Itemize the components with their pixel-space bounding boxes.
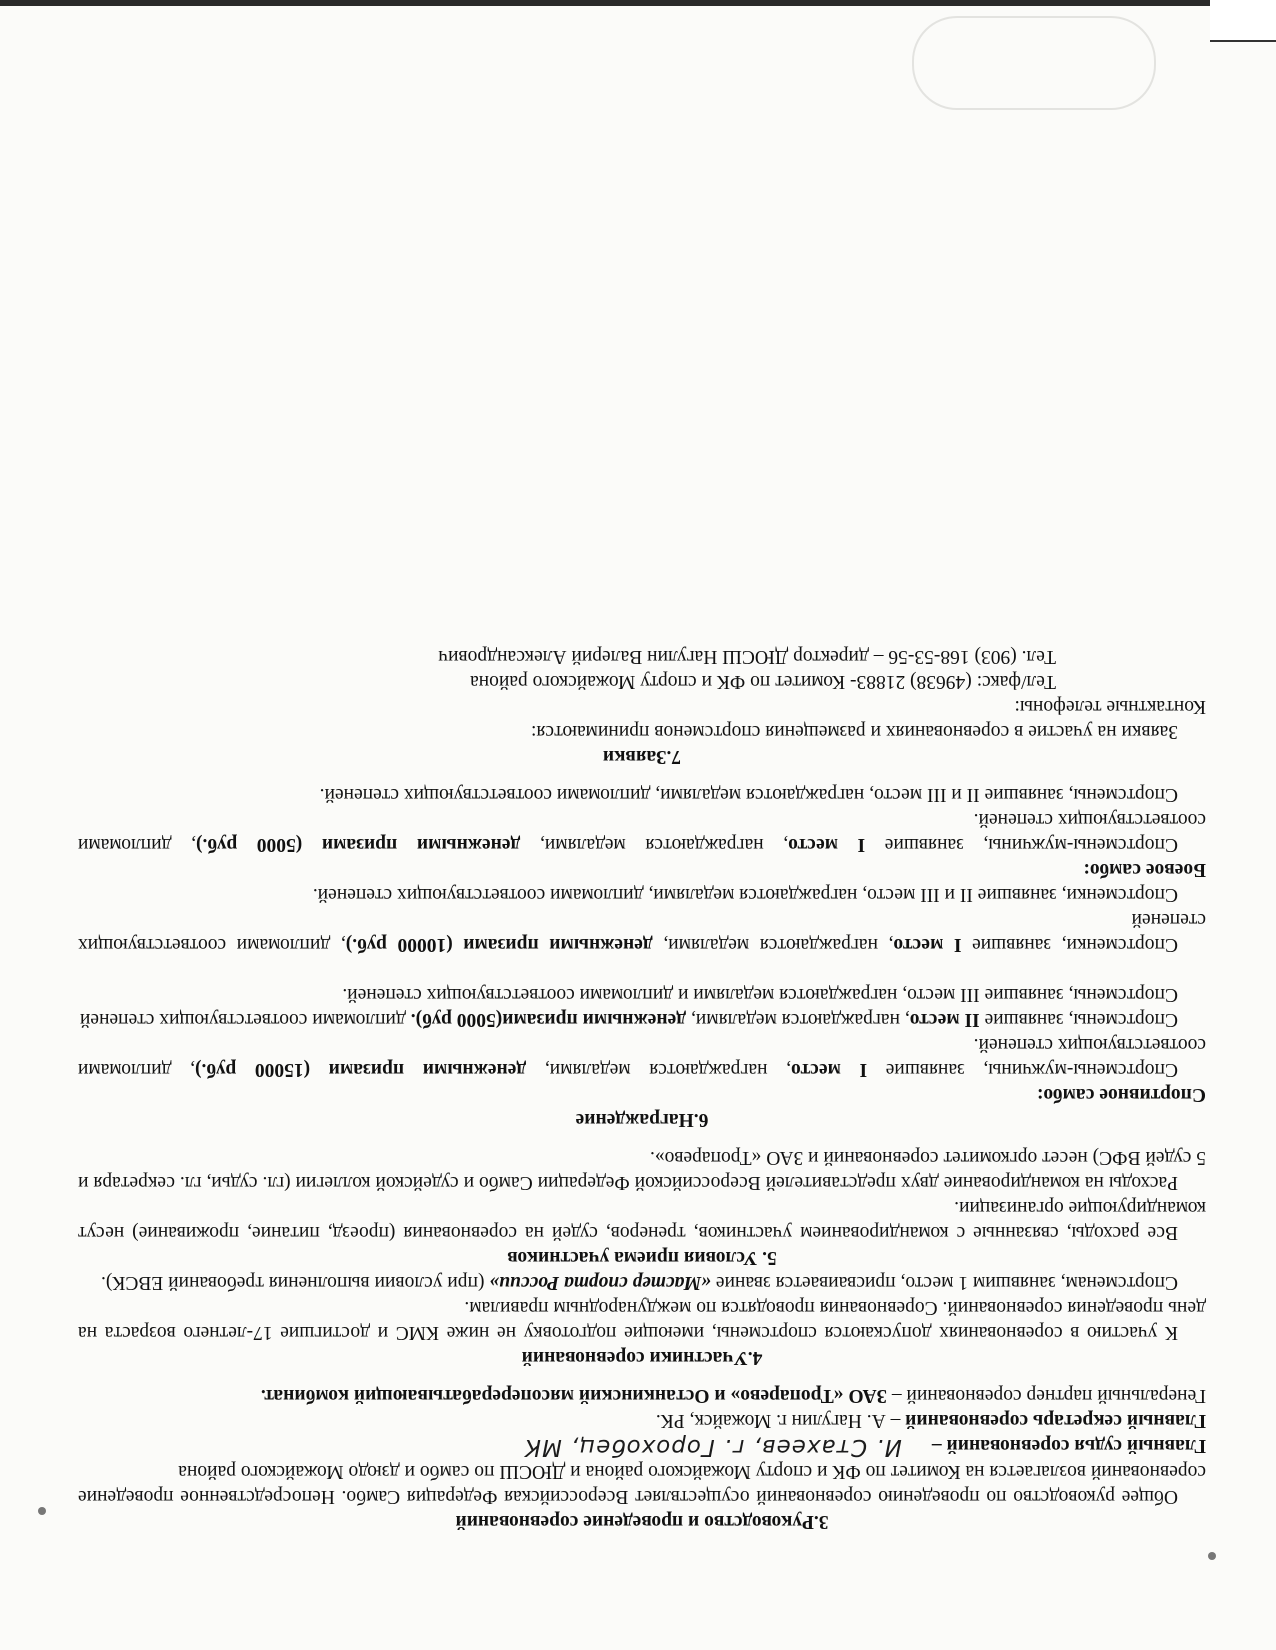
chief-secretary-label: Главный секретарь соревнований bbox=[905, 1410, 1206, 1431]
text: Спортсмены-мужчины, занявшие bbox=[867, 1059, 1178, 1080]
phone-committee: Тел/факс: (49638) 21883- Комитет по ФК и спорту Можайского района bbox=[470, 671, 1056, 692]
prize: денежными призами (15000 руб.) bbox=[195, 1059, 527, 1080]
text: Спортсмены, занявшие bbox=[979, 1009, 1178, 1030]
place: I место bbox=[788, 834, 866, 855]
men-third-place: Спортсмены, занявшие III место, награждаются медалями и дипломами соответствующих степеней. bbox=[342, 984, 1178, 1005]
place: I место bbox=[791, 1059, 868, 1080]
chief-judge-line bbox=[78, 1433, 1206, 1459]
speck bbox=[38, 1507, 46, 1515]
section-4-title: 4.Участники соревнований bbox=[521, 1347, 763, 1368]
section-4-paragraph-2 bbox=[78, 1270, 1206, 1295]
section-5-paragraph-2: Расходы на командирование двух представителей Всероссийской Федерации Самбо и судейской коллегии (гл. судьи, гл. секретаря и 5 судей ВФС) несет оргкомитет соревнований и ЗАО «Тропарево». bbox=[78, 1147, 1206, 1193]
combat-other-places: Спортсмены, занявшие II и III место, награждаются медалями, дипломами соответствующих степеней. bbox=[319, 784, 1178, 805]
partner-names: ЗАО «Тропарево» и Останкинский мясоперерабатывающий комбинат. bbox=[260, 1385, 887, 1406]
text: дипломами соответствующих степеней bbox=[79, 1009, 411, 1030]
chief-judge-label: Главный судья соревнований – bbox=[931, 1435, 1206, 1456]
general-partner-line bbox=[78, 1383, 1206, 1408]
chief-secretary-line bbox=[78, 1408, 1206, 1433]
prize: денежными призами(5000 руб). bbox=[410, 1009, 687, 1030]
phone-director: Тел. (903) 168-53-56 – директор ДЮСШ Нагулин Валерий Александрович bbox=[438, 646, 1056, 667]
men-first-place bbox=[78, 1032, 1206, 1082]
section-3-paragraph: Общее руководство по проведению соревнований осуществляет Всероссийская Федерация Самбо. Непосредственное проведение соревнований возлагается на Комитет по ФК и спорту Можайского района и ДЮСШ по самбо и дзюдо Можайского района bbox=[78, 1461, 1206, 1507]
combat-first-place bbox=[78, 807, 1206, 857]
combat-sambo-label: Боевое самбо: bbox=[1083, 859, 1206, 880]
partner-text: Генеральный партнер соревнований – bbox=[886, 1385, 1206, 1406]
sport-sambo-label: Спортивное самбо: bbox=[1036, 1084, 1206, 1105]
text: , награждаются медалями, bbox=[652, 934, 894, 955]
men-second-place bbox=[78, 1007, 1206, 1032]
text: , дипломами соответствующих степеней bbox=[78, 909, 1206, 955]
text: , награждаются медалями, bbox=[686, 1009, 910, 1030]
para2-after: (при условии выполнения требований ЕВСК). bbox=[100, 1272, 490, 1293]
master-of-sport-title: «Мастер спорта России» bbox=[489, 1272, 712, 1293]
applications-paragraph: Заявки на участие в соревнованиях и размещения спортсменов принимаются: bbox=[530, 721, 1178, 742]
faint-stamp bbox=[912, 16, 1156, 110]
text: , дипломами соответствующих степеней. bbox=[77, 1034, 1206, 1080]
women-other-places: Спортсменки, занявшие II и III место, награждаются медалями, дипломами соответствующих степеней. bbox=[312, 884, 1178, 905]
place: II место bbox=[909, 1009, 980, 1030]
section-5-title: 5. Условия приема участников bbox=[507, 1247, 777, 1268]
prize: денежными призами (10000 руб.) bbox=[345, 934, 653, 955]
para2-before: Спортсменам, занявшим 1 место, присваивается звание bbox=[711, 1272, 1178, 1293]
prize: денежными призами (5000 руб.) bbox=[195, 834, 521, 855]
section-4-paragraph-1: К участию в соревнованиях допускаются спортсмены, имеющие подготовку не ниже КМС и достигшие 17-летнего возраста на день проведения соревнований. Соревнования проводятся по международным правилам. bbox=[78, 1297, 1206, 1343]
text: Спортсмены-мужчины, занявшие bbox=[865, 834, 1178, 855]
text: , награждаются медалями, bbox=[526, 1059, 791, 1080]
text: , награждаются медалями, bbox=[520, 834, 789, 855]
section-7-title: 7.Заявки bbox=[602, 746, 682, 767]
speck bbox=[1208, 1552, 1216, 1560]
document-body bbox=[78, 644, 1206, 1534]
women-first-place bbox=[78, 907, 1206, 957]
section-6-title: 6.Награждение bbox=[575, 1109, 709, 1130]
chief-secretary-value: – А. Нагулин г. Можайск, РК. bbox=[655, 1410, 906, 1431]
contacts-label: Контактные телефоны: bbox=[1014, 696, 1206, 717]
place: I место bbox=[893, 934, 962, 955]
chief-judge-handwritten: И. Стахеев, г. Горохобец, МК bbox=[523, 1434, 902, 1460]
text: , дипломами соответствующих степеней. bbox=[77, 809, 1206, 855]
section-3-title: 3.Руководство и проведение соревнований bbox=[455, 1511, 829, 1532]
section-5-paragraph-1: Все расходы, связанные с командированием участников, тренеров, судей на соревнования (проезд, питание, проживание) несут командирующие организации. bbox=[78, 1197, 1206, 1243]
text: Спортсменки, занявшие bbox=[961, 934, 1178, 955]
